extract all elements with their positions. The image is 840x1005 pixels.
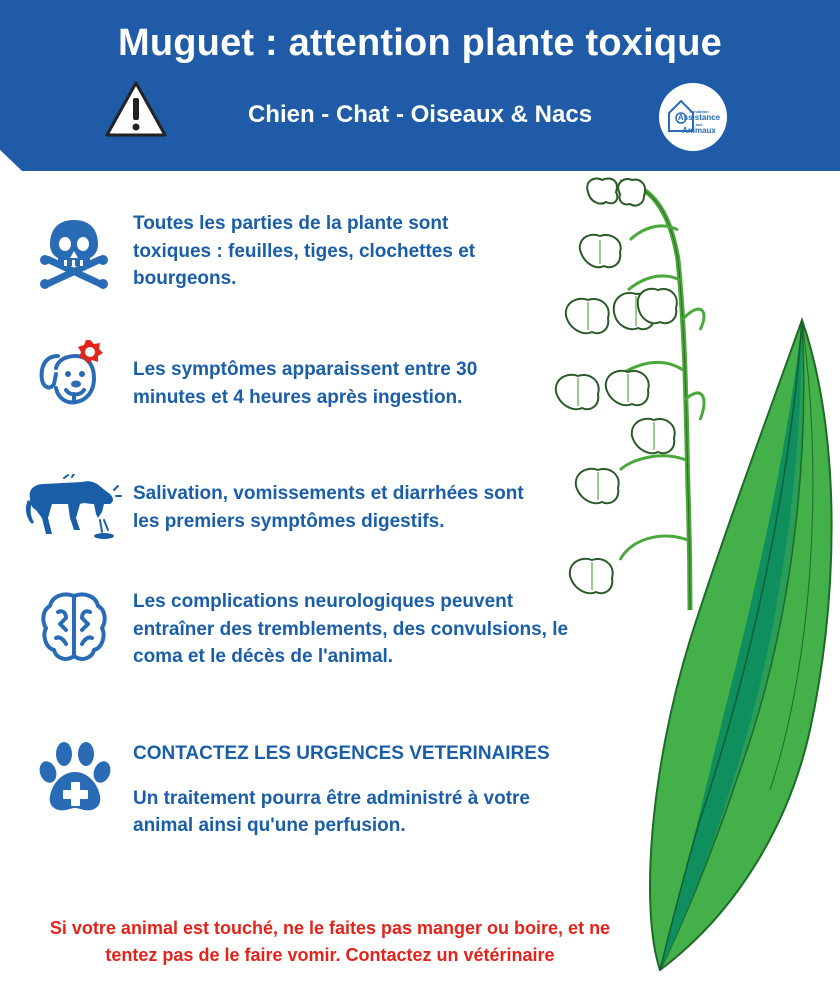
text-line: bourgeons. bbox=[133, 268, 237, 289]
sick-dog-icon bbox=[36, 338, 110, 417]
text-line: les premiers symptômes digestifs. bbox=[133, 510, 445, 532]
text-line: animal ainsi qu'une perfusion. bbox=[133, 815, 406, 836]
text-line: Les complications neurologiques peuvent bbox=[133, 591, 514, 612]
info-text-5 bbox=[133, 740, 550, 840]
text-line: Toutes les parties de la plante sont bbox=[133, 213, 449, 234]
info-text-4 bbox=[133, 588, 568, 671]
paw-cross-icon bbox=[38, 740, 112, 819]
text-line: toxiques : feuilles, tiges, clochettes et bbox=[133, 240, 476, 262]
header-banner bbox=[0, 0, 840, 171]
brain-icon bbox=[40, 590, 108, 671]
info-text-2 bbox=[133, 356, 477, 411]
page-title: Muguet : attention plante toxique bbox=[117, 22, 722, 64]
contact-heading: CONTACTEZ LES URGENCES VETERINAIRES bbox=[133, 743, 550, 764]
footer-warning-line-1: Si votre animal est touché, ne le faites pas manger ou boire, et ne bbox=[49, 918, 611, 938]
text-line: Les symptômes apparaissent entre 30 bbox=[133, 359, 478, 380]
lily-of-the-valley-illustration bbox=[540, 170, 840, 1005]
text-line: Salivation, vomissements et diarrhées sont bbox=[133, 483, 524, 504]
vomiting-dog-icon bbox=[24, 474, 122, 547]
info-text-3 bbox=[133, 480, 524, 535]
foundation-logo: Fondation Assistance aux Animaux bbox=[659, 83, 727, 151]
text-line: minutes et 4 heures après ingestion. bbox=[133, 386, 463, 408]
info-text-1 bbox=[133, 210, 475, 293]
footer-warning bbox=[0, 915, 660, 969]
page-subtitle: Chien - Chat - Oiseaux & Nacs bbox=[247, 101, 593, 128]
text-line: entraîner des tremblements, des convulsions, le bbox=[133, 618, 569, 640]
text-line: Un traitement pourra être administré à votre bbox=[133, 787, 530, 809]
skull-crossbones-icon bbox=[40, 218, 108, 299]
text-line: coma et le décès de l'animal. bbox=[133, 646, 394, 667]
footer-warning-line-2: tentez pas de le faire vomir. Contactez un vétérinaire bbox=[105, 945, 555, 965]
